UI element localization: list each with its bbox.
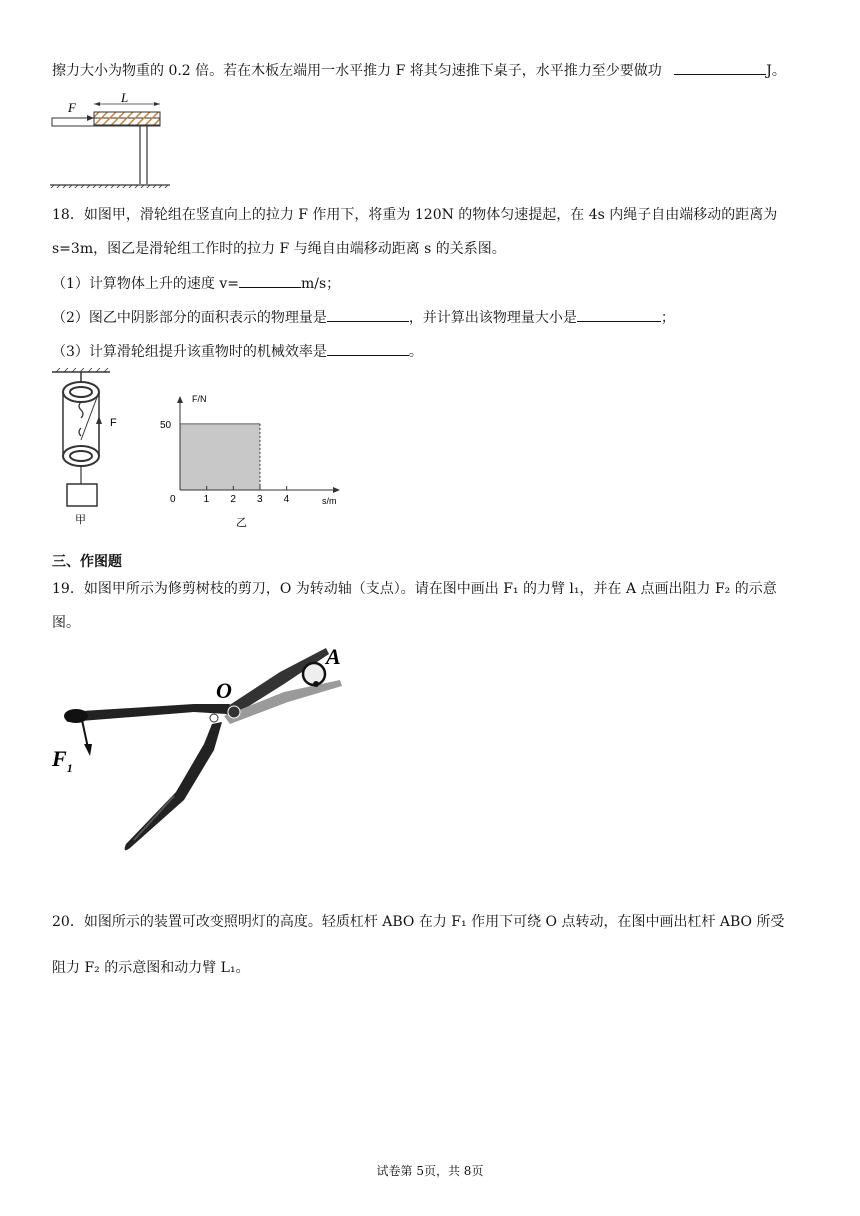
label-L: L — [121, 92, 129, 105]
q18-value-blank[interactable] — [577, 307, 661, 322]
q17-answer-blank[interactable] — [674, 60, 766, 75]
page-footer: 试卷第 5页，共 8页 — [376, 1164, 484, 1178]
point-A-circle — [303, 663, 325, 685]
q18-efficiency-blank[interactable] — [327, 341, 409, 356]
label-F1: $F_1$ — [52, 746, 73, 775]
q18-sub3 — [52, 341, 423, 362]
fixed-pulley — [63, 382, 99, 402]
q18-sub2 — [52, 307, 675, 328]
label-O: O — [216, 678, 232, 703]
q18-quantity-blank[interactable] — [327, 307, 409, 322]
left-handle — [64, 704, 230, 722]
force-distance-chart — [150, 392, 360, 530]
q18-sub1-unit: m/s； — [301, 276, 341, 292]
q18-line2: s=3m，图乙是滑轮组工作时的拉力 F 与绳自由端移动距离 s 的关系图。 — [52, 241, 506, 257]
y-tick-label: 50 — [160, 419, 172, 431]
q17-text: 擦力大小为物重的 0.2 倍。若在木板左端用一水平推力 F 将其匀速推下桌子，水平推力至少要做功 — [52, 63, 662, 79]
x-tick-label: 3 — [257, 494, 263, 505]
point-A — [313, 681, 319, 687]
q18-sub2-mid: ，并计算出该物理量大小是 — [408, 310, 577, 326]
label-F: F — [68, 100, 76, 115]
y-axis-label: F/N — [192, 394, 207, 404]
pulley-figure — [48, 368, 138, 528]
y-ticks — [160, 420, 172, 431]
x-axis-label: s/m — [322, 496, 337, 506]
q18-sub3-end: 。 — [408, 344, 423, 360]
q20-line1: 20．如图所示的装置可改变照明灯的高度。轻质杠杆 ABO 在力 F₁ 作用下可绕 O 点转动，在图中画出杠杆 ABO 所受 — [52, 914, 785, 930]
x-tick-label: 1 — [203, 494, 210, 505]
shears-figure — [44, 640, 364, 860]
q19-line1: 19．如图甲所示为修剪树枝的剪刀，O 为转动轴（支点）。请在图中画出 F₁ 的力臂 l₁，并在 A 点画出阻力 F₂ 的示意 — [52, 581, 777, 597]
x-tick-label: 0 — [170, 494, 176, 505]
q18-sub3-text: （3）计算滑轮组提升该重物时的机械效率是 — [52, 344, 327, 360]
fig-label-jia: 甲 — [75, 514, 86, 526]
work-area-shade — [180, 424, 260, 490]
wooden-board — [94, 112, 160, 125]
q18-velocity-blank[interactable] — [239, 273, 301, 288]
q18-sub1 — [52, 273, 340, 294]
y-axis-arrow — [177, 396, 183, 403]
pivot — [228, 706, 240, 718]
right-handle — [125, 722, 222, 850]
q19-line2: 图。 — [52, 615, 80, 631]
movable-pulley — [63, 446, 99, 466]
force-F1-arrow — [82, 720, 88, 748]
label-A: A — [326, 644, 341, 669]
x-axis-arrow — [333, 487, 340, 493]
q17-line1 — [52, 60, 786, 81]
load-block — [67, 484, 97, 506]
q18-sub2-end: ； — [660, 310, 675, 326]
x-tick-label: 4 — [283, 494, 290, 505]
fig-label-yi: 乙 — [236, 517, 247, 529]
q18-sub1-text: （1）计算物体上升的速度 v= — [52, 276, 239, 292]
q18-line1: 18．如图甲，滑轮组在竖直向上的拉力 F 作用下，将重为 120N 的物体匀速提起，在 4s 内绳子自由端移动的距离为 — [52, 207, 778, 223]
pulley-label-F: F — [110, 417, 117, 429]
q18-sub2-text: （2）图乙中阴影部分的面积表示的物理量是 — [52, 310, 327, 326]
q17-tail: J。 — [766, 63, 786, 79]
x-tick-label: 2 — [230, 494, 236, 505]
q20-line2: 阻力 F₂ 的示意图和动力臂 L₁。 — [52, 960, 250, 976]
q17-figure — [50, 92, 170, 188]
section-title: 三、作图题 — [52, 554, 122, 570]
